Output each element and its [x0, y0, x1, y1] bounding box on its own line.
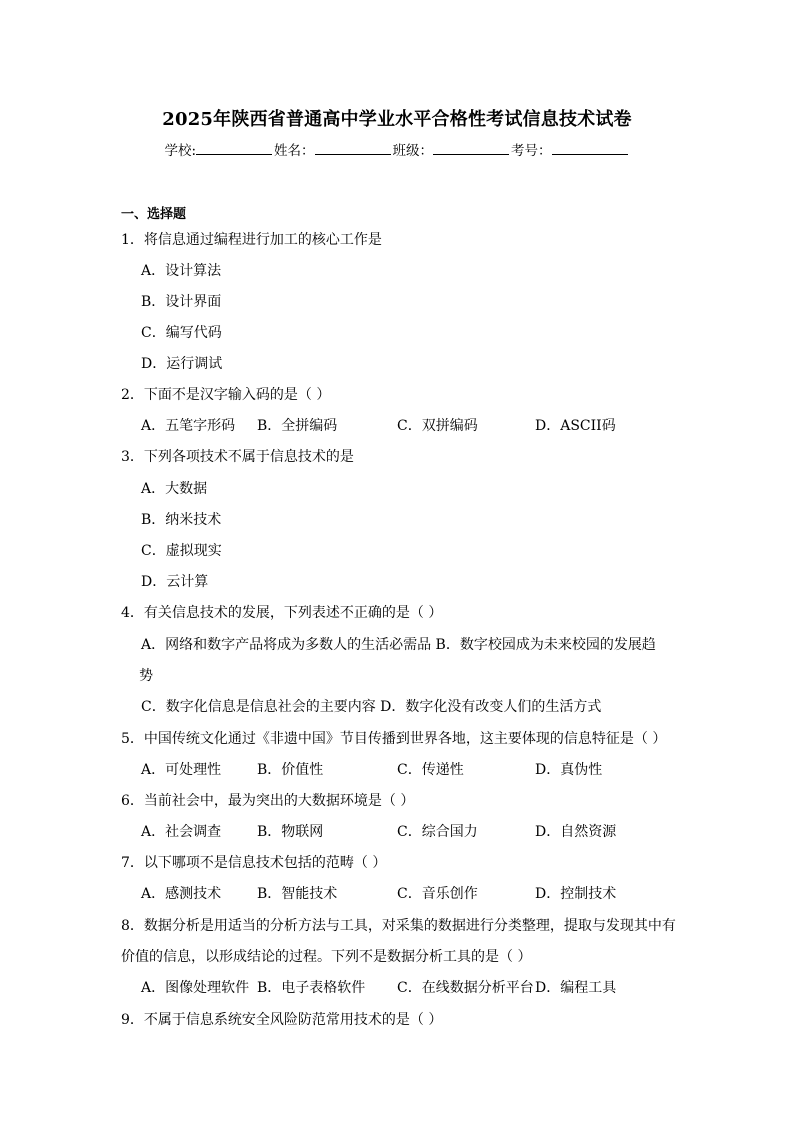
q5-option-a: A．可处理性	[141, 762, 222, 778]
id-label: 考号：	[511, 143, 552, 159]
question-9: 9．不属于信息系统安全风险防范常用技术的是（ ）	[121, 1012, 443, 1028]
q2-option-b: B．全拼编码	[257, 418, 338, 434]
name-label: 姓名：	[274, 143, 315, 159]
q6-option-a: A．社会调查	[141, 824, 222, 840]
q6-option-d: D．自然资源	[535, 824, 617, 840]
school-blank[interactable]	[196, 142, 272, 155]
q3-option-d: D．云计算	[141, 574, 209, 590]
name-blank[interactable]	[315, 142, 391, 155]
id-blank[interactable]	[552, 142, 628, 155]
q7-option-c: C．音乐创作	[397, 886, 478, 902]
q6-option-c: C．综合国力	[397, 824, 478, 840]
q8-option-d: D．编程工具	[535, 980, 617, 996]
q3-option-b: B．纳米技术	[141, 512, 222, 528]
q5-option-b: B．价值性	[257, 762, 324, 778]
q2-option-a: A．五笔字形码	[141, 418, 236, 434]
section-heading: 一、选择题	[121, 207, 187, 222]
question-7: 7．以下哪项不是信息技术包括的范畴（ ）	[121, 855, 387, 871]
q4-options-cd: C．数字化信息是信息社会的主要内容 D．数字化没有改变人们的生活方式	[141, 699, 602, 715]
q6-option-b: B．物联网	[257, 824, 324, 840]
question-2: 2．下面不是汉字输入码的是（ ）	[121, 387, 331, 403]
q1-option-c: C．编写代码	[141, 325, 222, 341]
page-title: 2025年陕西省普通高中学业水平合格性考试信息技术试卷	[162, 109, 632, 130]
q4-options-ab: A．网络和数字产品将成为多数人的生活必需品 B．数字校园成为未来校园的发展趋	[141, 637, 656, 653]
question-4: 4．有关信息技术的发展，下列表述不正确的是（ ）	[121, 605, 443, 621]
q8-option-b: B．电子表格软件	[257, 980, 366, 996]
q4-option-b-continued: 势	[139, 668, 153, 684]
student-info-line	[0, 139, 794, 159]
question-5: 5．中国传统文化通过《非遗中国》节目传播到世界各地，这主要体现的信息特征是（ ）	[121, 731, 667, 747]
q2-option-d: D．ASCII码	[535, 418, 616, 434]
class-blank[interactable]	[433, 142, 509, 155]
question-8: 8．数据分析是用适当的分析方法与工具，对采集的数据进行分类整理，提取与发现其中有	[121, 918, 676, 934]
q5-option-d: D．真伪性	[535, 762, 603, 778]
q7-option-b: B．智能技术	[257, 886, 338, 902]
q1-option-a: A．设计算法	[141, 263, 222, 279]
q1-option-d: D．运行调试	[141, 356, 223, 372]
q8-option-c: C．在线数据分析平台	[397, 980, 534, 996]
q7-option-d: D．控制技术	[535, 886, 617, 902]
question-1: 1．将信息通过编程进行加工的核心工作是	[121, 232, 382, 248]
q8-option-a: A．图像处理软件	[141, 980, 250, 996]
q2-option-c: C．双拼编码	[397, 418, 478, 434]
q3-option-c: C．虚拟现实	[141, 543, 222, 559]
q7-option-a: A．感测技术	[141, 886, 222, 902]
q5-option-c: C．传递性	[397, 762, 464, 778]
class-label: 班级：	[392, 143, 434, 159]
school-label: 学校:	[164, 143, 197, 159]
question-8-continued: 价值的信息，以形成结论的过程。下列不是数据分析工具的是（ ）	[121, 949, 532, 965]
q1-option-b: B．设计界面	[141, 294, 222, 310]
q3-option-a: A．大数据	[141, 481, 208, 497]
question-3: 3．下列各项技术不属于信息技术的是	[121, 449, 354, 465]
question-6: 6．当前社会中，最为突出的大数据环境是（ ）	[121, 793, 415, 809]
